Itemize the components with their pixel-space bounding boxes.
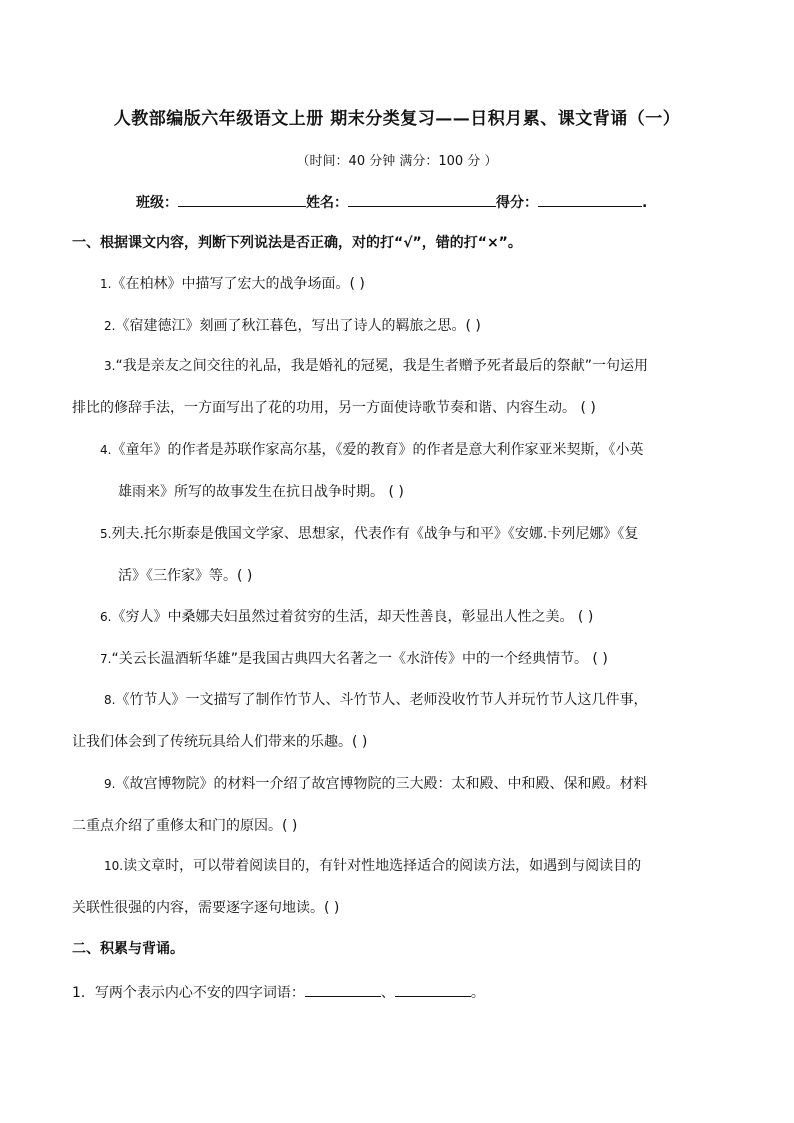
question-3-line-2: 排比的修辞手法，一方面写出了花的功用，另一方面使诗歌节奏和谐、内容生动。 ( ) (72, 400, 596, 416)
section2-heading: 二、积累与背诵。 (72, 941, 184, 957)
question-4-line-2: 雄雨来》所写的故事发生在抗日战争时期。 ( ) (118, 484, 404, 500)
question-5: 5.列夫.托尔斯泰是俄国文学家、思想家，代表作有《战争与和平》《安娜.卡列尼娜》《复 (100, 526, 639, 542)
question-3: 3.“我是亲友之间交往的礼品，我是婚礼的冠冕，我是生者赠予死者最后的祭献”一句运用 (104, 358, 648, 374)
idiom-answer-2-field[interactable] (395, 982, 471, 997)
name-label: 姓名： (306, 195, 348, 211)
question-8-line-2: 让我们体会到了传统玩具给人们带来的乐趣。( ) (72, 734, 368, 750)
question-10: 10.读文章时，可以带着阅读目的，有针对性地选择适合的阅读方法，如遇到与阅读目的 (104, 858, 642, 874)
section1-heading: 一、根据课文内容，判断下列说法是否正确，对的打“√”，错的打“×”。 (72, 235, 522, 251)
score-label: 得分： (496, 195, 538, 211)
question-9-line-2: 二重点介绍了重修太和门的原因。( ) (72, 818, 298, 834)
class-label: 班级： (136, 195, 178, 211)
question-9: 9.《故宫博物院》的材料一介绍了故宫博物院的三大殿：太和殿、中和殿、保和殿。材料 (104, 776, 648, 792)
score-field[interactable] (538, 190, 642, 207)
section2-question-1: 1．写两个表示内心不安的四字词语： 、 。 (72, 982, 485, 1003)
name-field[interactable] (348, 190, 496, 207)
question-4: 4.《童年》的作者是苏联作家高尔基，《爱的教育》的作者是意大利作家亚米契斯，《小英 (100, 442, 644, 458)
idiom-answer-1-field[interactable] (305, 982, 381, 997)
question-7: 7.“关云长温酒斩华雄”是我国古典四大名著之一《水浒传》中的一个经典情节。 ( ) (100, 651, 608, 667)
student-info-row (136, 190, 647, 212)
question-6: 6.《穷人》中桑娜夫妇虽然过着贫穷的生活，却天性善良，彰显出人性之美。 ( ) (100, 609, 594, 625)
question-10-line-2: 关联性很强的内容，需要逐字逐句地读。( ) (72, 900, 340, 916)
question-8: 8.《竹节人》一文描写了制作竹节人、斗竹节人、老师没收竹节人并玩竹节人这几件事， (104, 692, 648, 708)
page-title: 人教部编版六年级语文上册 期末分类复习——日积月累、课文背诵（一） (113, 109, 681, 129)
question-1: 1.《在柏林》中描写了宏大的战争场面。( ) (100, 276, 365, 292)
question-5-line-2: 活》《三作家》等。( ) (118, 568, 253, 584)
end-mark: . (642, 195, 648, 211)
time-score-info: （时间：40 分钟 满分：100 分 ） (296, 154, 498, 169)
class-field[interactable] (178, 190, 306, 207)
question-2: 2.《宿建德江》刻画了秋江暮色，写出了诗人的羁旅之思。( ) (104, 318, 481, 334)
